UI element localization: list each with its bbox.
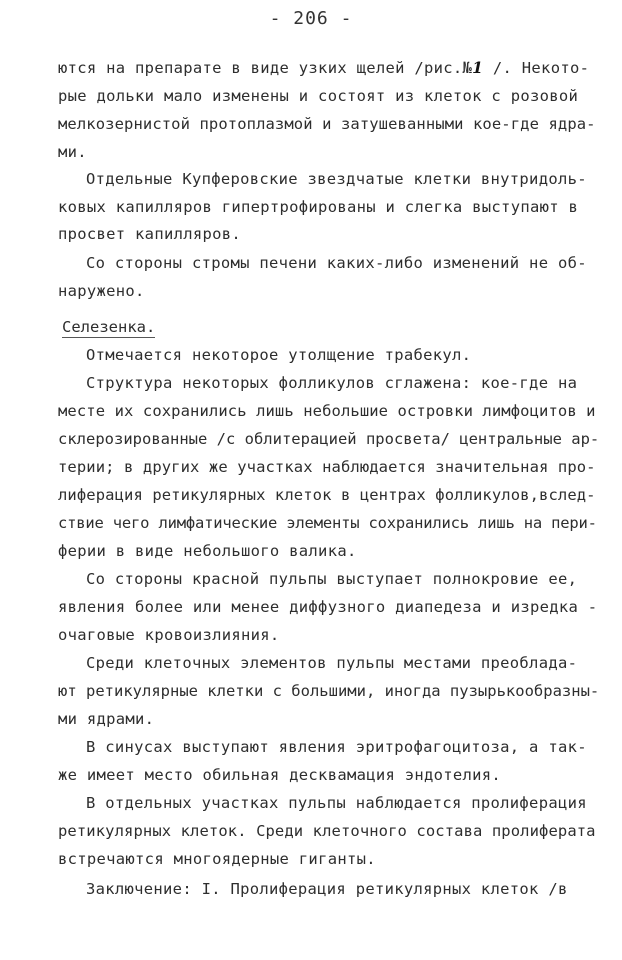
text-segment: ются на препарате в виде узких щелей /рис.№: [58, 59, 473, 77]
text-line: Среди клеточных элементов пульпы местами преоблада-: [86, 654, 578, 672]
text-line: встречаются многоядерные гиганты.: [58, 850, 376, 868]
text-line: ми ядрами.: [58, 710, 155, 728]
text-line: рые дольки мало изменены и состоят из клеток с розовой: [58, 87, 579, 105]
text-line: явления более или менее диффузного диапедеза и изредка -: [58, 598, 598, 616]
text-line: мелкозернистой протоплазмой и затушеванными кое-где ядра-: [58, 115, 596, 133]
text-line: наружено.: [58, 282, 145, 300]
text-segment: /. Некото-: [483, 59, 590, 77]
text-line: просвет капилляров.: [58, 225, 242, 243]
text-line: ми.: [58, 143, 87, 161]
text-line: ферии в виде небольшого валика.: [58, 542, 357, 560]
text-line: очаговые кровоизлияния.: [58, 626, 280, 644]
text-line: месте их сохранились лишь небольшие островки лимфоцитов и: [58, 402, 596, 420]
text-line: Отдельные Купферовские звездчатые клетки внутридоль-: [86, 170, 587, 188]
text-line: Со стороны стромы печени каких-либо изменений не об-: [86, 254, 587, 272]
text-line: [58, 58, 589, 77]
text-line: лиферация ретикулярных клеток в центрах фолликулов,вслед-: [58, 486, 596, 504]
text-line: терии; в других же участках наблюдается значительная про-: [58, 458, 596, 476]
text-line: же имеет место обильная десквамация эндотелия.: [58, 766, 502, 784]
text-line: склерозированные /с облитерацией просвета/ центральные ар-: [58, 430, 600, 448]
text-line: ковых капилляров гипертрофированы и слегка выступают в: [58, 198, 579, 216]
handwritten-figure-number: 1: [472, 58, 484, 77]
text-line: В синусах выступают явления эритрофагоцитоза, а так-: [86, 738, 587, 756]
text-line: Заключение: I. Пролиферация ретикулярных клеток /в: [86, 880, 568, 898]
text-line: ют ретикулярные клетки с большими, иногда пузырькообразны-: [58, 682, 600, 700]
text-line: Со стороны красной пульпы выступает полнокровие ее,: [86, 570, 578, 588]
page-number: - 206 -: [269, 8, 353, 29]
text-line: ретикулярных клеток. Среди клеточного состава пролиферата: [58, 822, 596, 840]
text-line: В отдельных участках пульпы наблюдается пролиферация: [86, 794, 587, 812]
text-line: Структура некоторых фолликулов сглажена: кое-где на: [86, 374, 578, 392]
section-heading: Селезенка.: [62, 318, 156, 336]
text-line: ствие чего лимфатические элементы сохранились лишь на пери-: [58, 514, 597, 532]
text-line: Отмечается некоторое утолщение трабекул.: [86, 346, 472, 364]
